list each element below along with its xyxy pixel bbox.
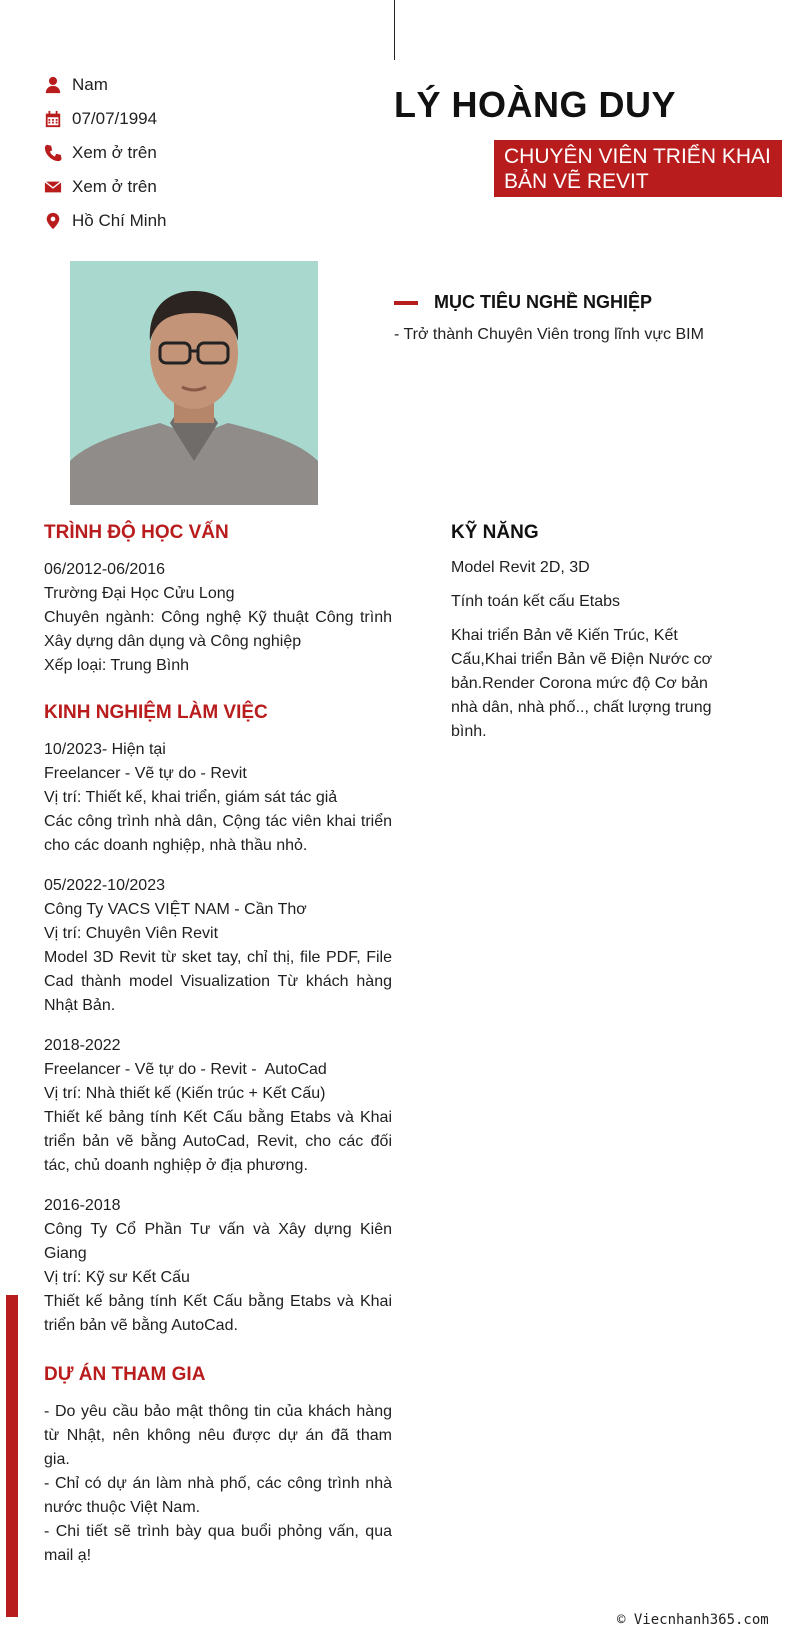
address-text: Hồ Chí Minh bbox=[72, 211, 167, 230]
job-title-line-2: BẢN VẼ REVIT bbox=[504, 170, 649, 193]
skills-column bbox=[451, 520, 731, 754]
contact-info bbox=[44, 68, 364, 238]
education-grade: Xếp loại: Trung Bình bbox=[44, 657, 189, 674]
experience-period: 2016-2018 bbox=[44, 1197, 121, 1214]
phone-text[interactable]: Xem ở trên bbox=[72, 143, 157, 162]
candidate-name: LÝ HOÀNG DUY bbox=[394, 84, 677, 125]
watermark: © Viecnhanh365.com bbox=[617, 1612, 769, 1628]
experience-item bbox=[44, 738, 392, 858]
experience-item bbox=[44, 1034, 392, 1178]
experience-period: 05/2022-10/2023 bbox=[44, 877, 165, 894]
experience-company: Freelancer - Vẽ tự do - Revit bbox=[44, 765, 247, 782]
left-accent-bar bbox=[6, 1295, 18, 1617]
projects-line: - Chỉ có dự án làm nhà phố, các công trình nhà nước thuộc Việt Nam. bbox=[44, 1475, 392, 1516]
experience-description: Các công trình nhà dân, Cộng tác viên khai triển cho các doanh nghiệp, nhà thầu nhỏ. bbox=[44, 813, 392, 854]
calendar-icon bbox=[44, 110, 62, 128]
education-school: Trường Đại Học Cửu Long bbox=[44, 585, 235, 602]
projects-line: - Chi tiết sẽ trình bày qua buổi phỏng vấn, qua mail ạ! bbox=[44, 1523, 392, 1564]
education-major: Chuyên ngành: Công nghệ Kỹ thuật Công trình Xây dựng dân dụng và Công nghiệp bbox=[44, 609, 392, 650]
phone-icon bbox=[44, 144, 62, 162]
experience-heading: KINH NGHIỆM LÀM VIỆC bbox=[44, 702, 268, 723]
skills-heading: KỸ NĂNG bbox=[451, 522, 539, 543]
objective-header bbox=[394, 292, 652, 313]
education-period: 06/2012-06/2016 bbox=[44, 561, 165, 578]
contact-gender bbox=[44, 68, 364, 102]
skill-item: Model Revit 2D, 3D bbox=[451, 559, 590, 576]
mail-icon bbox=[44, 178, 62, 196]
top-divider bbox=[394, 0, 395, 60]
job-title-badge bbox=[494, 140, 782, 197]
experience-position: Vị trí: Chuyên Viên Revit bbox=[44, 925, 219, 942]
experience-period: 2018-2022 bbox=[44, 1037, 121, 1054]
gender-text: Nam bbox=[72, 75, 108, 94]
contact-email bbox=[44, 170, 364, 204]
experience-company: Freelancer - Vẽ tự do - Revit - AutoCad bbox=[44, 1061, 327, 1078]
left-column bbox=[44, 520, 392, 1568]
projects-line: - Do yêu cầu bảo mật thông tin của khách hàng từ Nhật, nên không nêu được dự án đã tham gia. bbox=[44, 1403, 392, 1468]
education-heading: TRÌNH ĐỘ HỌC VẤN bbox=[44, 522, 229, 543]
job-title-line-1: CHUYÊN VIÊN TRIỂN KHAI bbox=[504, 145, 771, 168]
experience-description: Thiết kế bảng tính Kết Cấu bằng Etabs và Khai triển bản vẽ bằng AutoCad, Revit, cho các đối tác, chủ doanh nghiệp ở địa phương. bbox=[44, 1109, 392, 1174]
skill-item: Khai triển Bản vẽ Kiến Trúc, Kết Cấu,Khai triển Bản vẽ Điện Nước cơ bản.Render Corona mức độ Cơ bản nhà dân, nhà phố.., chất lượng trung bình. bbox=[451, 627, 713, 740]
experience-company: Công Ty Cổ Phần Tư vấn và Xây dựng Kiên Giang bbox=[44, 1221, 392, 1262]
experience-position: Vị trí: Thiết kế, khai triển, giám sát tác giả bbox=[44, 789, 338, 806]
experience-description: Model 3D Revit từ sket tay, chỉ thị, file PDF, File Cad thành model Visualization Từ khách hàng Nhật Bản. bbox=[44, 949, 392, 1014]
contact-address bbox=[44, 204, 364, 238]
contact-dob bbox=[44, 102, 364, 136]
experience-item bbox=[44, 874, 392, 1018]
dob-text: 07/07/1994 bbox=[72, 109, 158, 128]
experience-company: Công Ty VACS VIỆT NAM - Cần Thơ bbox=[44, 901, 307, 918]
objective-accent-bar bbox=[394, 301, 418, 305]
objective-text: - Trở thành Chuyên Viên trong lĩnh vực BIM bbox=[394, 326, 704, 343]
projects-heading: DỰ ÁN THAM GIA bbox=[44, 1364, 206, 1385]
email-text[interactable]: Xem ở trên bbox=[72, 177, 157, 196]
experience-position: Vị trí: Kỹ sư Kết Cấu bbox=[44, 1269, 190, 1286]
skill-item: Tính toán kết cấu Etabs bbox=[451, 593, 620, 610]
experience-description: Thiết kế bảng tính Kết Cấu bằng Etabs và Khai triển bản vẽ bằng AutoCad. bbox=[44, 1293, 392, 1334]
experience-item bbox=[44, 1194, 392, 1338]
experience-position: Vị trí: Nhà thiết kế (Kiến trúc + Kết Cấu) bbox=[44, 1085, 326, 1102]
location-pin-icon bbox=[44, 212, 62, 230]
contact-phone bbox=[44, 136, 364, 170]
profile-photo bbox=[70, 261, 318, 505]
person-icon bbox=[44, 76, 62, 94]
experience-period: 10/2023- Hiện tại bbox=[44, 741, 166, 758]
objective-heading: MỤC TIÊU NGHỀ NGHIỆP bbox=[434, 292, 653, 312]
